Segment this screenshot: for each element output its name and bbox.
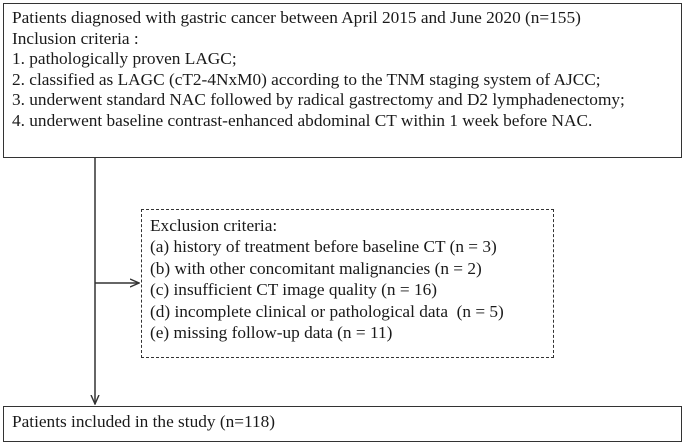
exclusion-item-e: (e) missing follow-up data (n = 11) — [150, 323, 393, 343]
included-patients-box — [3, 406, 682, 442]
exclusion-item-b: (b) with other concomitant malignancies (n = 2) — [150, 258, 482, 278]
included-patients-text: Patients included in the study (n=118) — [12, 412, 276, 431]
exclusion-criteria-heading: Exclusion criteria: — [150, 216, 278, 235]
exclusion-item-c: (c) insufficient CT image quality (n = 16) — [150, 280, 437, 300]
inclusion-criterion-1: 1. pathologically proven LAGC; — [12, 49, 237, 69]
inclusion-criterion-4: 4. underwent baseline contrast-enhanced abdominal CT within 1 week before NAC. — [12, 110, 593, 130]
exclusion-item-d: (d) incomplete clinical or pathological data (n = 5) — [150, 301, 504, 321]
inclusion-box — [3, 3, 682, 158]
inclusion-criteria-heading: Inclusion criteria : — [12, 28, 139, 48]
exclusion-box — [141, 209, 554, 358]
population-line: Patients diagnosed with gastric cancer between April 2015 and June 2020 (n=155) — [12, 8, 581, 27]
inclusion-criterion-2: 2. classified as LAGC (cT2-4NxM0) according to the TNM staging system of AJCC; — [12, 69, 601, 89]
exclusion-item-a: (a) history of treatment before baseline CT (n = 3) — [150, 237, 497, 257]
inclusion-criterion-3: 3. underwent standard NAC followed by radical gastrectomy and D2 lymphadenectomy; — [12, 90, 625, 110]
